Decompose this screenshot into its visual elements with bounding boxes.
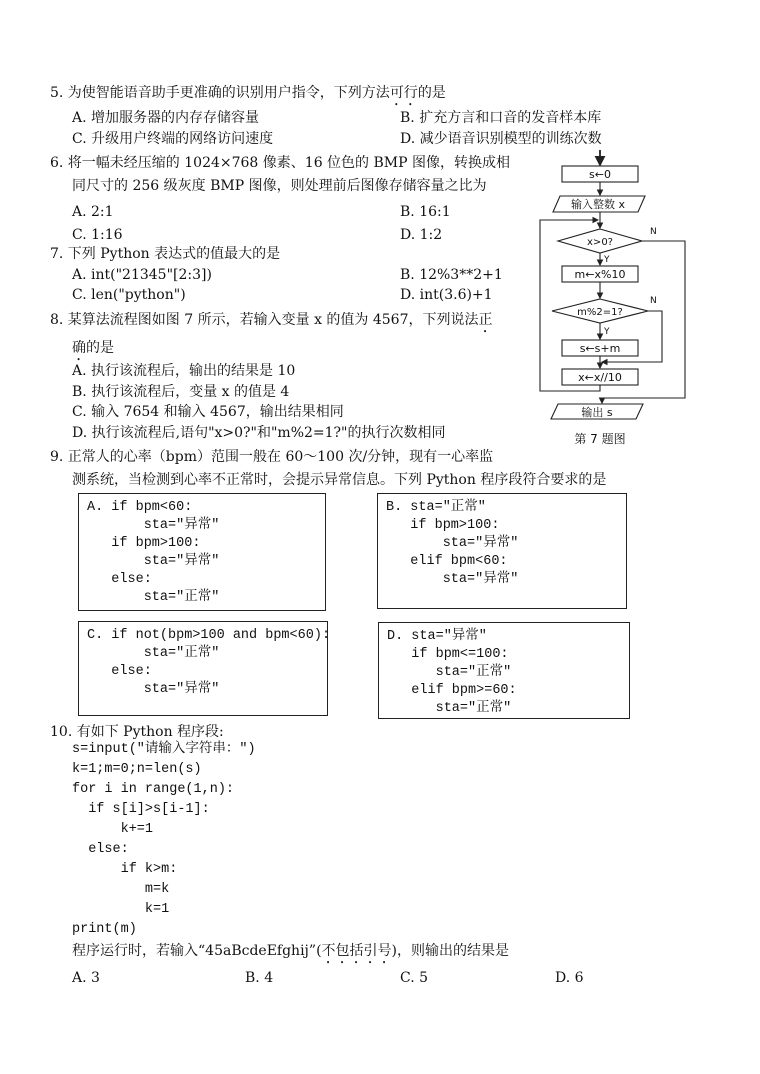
q10-code-line: if k>m: xyxy=(72,862,178,877)
flow-input-text: 输入整数 x xyxy=(570,198,626,211)
q10-code-line: k=1;m=0;n=len(s) xyxy=(72,762,202,777)
flow-init-text: s←0 xyxy=(589,168,611,181)
q8-option-d: D. 执行该流程后,语句"x>0?"和"m%2=1?"的执行次数相同 xyxy=(72,425,446,441)
flow-cond2-text: m%2=1? xyxy=(577,307,623,318)
q6-option-c: C. 1:16 xyxy=(72,227,123,243)
q9-d-line: if bpm<=100: xyxy=(387,647,509,662)
q9-option-d-box xyxy=(378,622,630,719)
q10-code-line: print(m) xyxy=(72,922,137,937)
q9-option-a-box xyxy=(78,493,326,611)
q10-code-line: k+=1 xyxy=(72,822,154,837)
q7-option-b: B. 12%3**2+1 xyxy=(400,267,503,283)
flow-caption: 第 7 题图 xyxy=(574,432,626,446)
q9-c-line: else: xyxy=(87,664,152,679)
q8-option-a: A. 执行该流程后，输出的结果是 10 xyxy=(72,363,296,379)
q9-d-line: sta="正常" xyxy=(387,701,512,716)
q7-option-a: A. int("21345"[2:3]) xyxy=(72,267,212,283)
q9-option-c-box xyxy=(78,621,331,716)
flow-cond2-no: N xyxy=(650,296,657,306)
q9-option-b-box xyxy=(377,493,627,609)
q9-b-line: if bpm>100: xyxy=(386,518,500,533)
flow-cond2-yes: Y xyxy=(604,327,610,337)
q9-a-line: if bpm>100: xyxy=(87,536,201,551)
q9-b-line: sta="异常" xyxy=(386,572,519,587)
q10-code-line: m=k xyxy=(72,882,170,897)
q10-code-line: else: xyxy=(72,842,129,857)
q7-option-c: C. len("python") xyxy=(72,287,186,303)
q10-option-a: A. 3 xyxy=(72,970,100,986)
q10-option-b: B. 4 xyxy=(245,970,274,986)
q8-stem-line2: 确的是 xyxy=(72,340,114,356)
q10-code-line: s=input("请输入字符串：") xyxy=(72,742,256,757)
q9-a-line: else: xyxy=(87,572,152,587)
q9-b-line: B. sta="正常" xyxy=(386,500,486,515)
flow-assign-m-text: m←x%10 xyxy=(574,268,626,281)
q9-stem-line1: 9. 正常人的心率（bpm）范围一般在 60～100 次/分钟，现有一心率监 xyxy=(50,449,494,465)
q6-stem-line1: 6. 将一幅未经压缩的 1024×768 像素、16 位色的 BMP 图像，转换成相 xyxy=(50,155,510,171)
q8-option-b: B. 执行该流程后，变量 x 的值是 4 xyxy=(72,384,290,400)
q6-stem-line2: 同尺寸的 256 级灰度 BMP 图像，则处理前后图像存储容量之比为 xyxy=(72,178,487,194)
q9-b-line: elif bpm<60: xyxy=(386,554,508,569)
q9-a-line: A. if bpm<60: xyxy=(87,500,193,515)
q5-option-a: A. 增加服务器的内存存储容量 xyxy=(72,110,260,126)
q10-run-text: 程序运行时，若输入“45aBcdeEfghij”(不包括引号)，则输出的结果是 xyxy=(72,943,509,959)
q10-code-line: if s[i]>s[i-1]: xyxy=(72,802,210,817)
q9-a-line: sta="异常" xyxy=(87,554,220,569)
q10-code-line: for i in range(1,n): xyxy=(72,782,235,797)
q8-stem-line1: 8. 某算法流程图如图 7 所示，若输入变量 x 的值为 4567，下列说法正 xyxy=(50,312,493,328)
q6-option-a: A. 2:1 xyxy=(72,204,114,220)
q9-c-line: C. if not(bpm>100 and bpm<60): xyxy=(87,628,331,643)
q5-stem: 5. 为使智能语音助手更准确的识别用户指令，下列方法可行的是 xyxy=(50,85,446,101)
flow-assign-x-text: x←x//10 xyxy=(578,371,622,384)
flow-cond1-text: x>0? xyxy=(587,237,613,248)
q9-d-line: D. sta="异常" xyxy=(387,629,487,644)
q9-c-line: sta="正常" xyxy=(87,646,220,661)
q8-option-c: C. 输入 7654 和输入 4567，输出结果相同 xyxy=(72,404,344,420)
flow-assign-s-text: s←s+m xyxy=(579,342,621,355)
q9-d-line: sta="正常" xyxy=(387,665,512,680)
q10-code-line: k=1 xyxy=(72,902,170,917)
q5-option-d: D. 减少语音识别模型的训练次数 xyxy=(400,131,602,147)
q10-option-c: C. 5 xyxy=(400,970,429,986)
q9-d-line: elif bpm>=60: xyxy=(387,683,517,698)
flow-cond1-no: N xyxy=(650,227,657,237)
q5-option-b: B. 扩充方言和口音的发音样本库 xyxy=(400,110,602,126)
q7-stem: 7. 下列 Python 表达式的值最大的是 xyxy=(50,246,281,262)
q6-option-b: B. 16:1 xyxy=(400,204,451,220)
q5-option-c: C. 升级用户终端的网络访问速度 xyxy=(72,131,274,147)
q9-stem-line2: 测系统，当检测到心率不正常时，会提示异常信息。下列 Python 程序段符合要求的是 xyxy=(72,472,607,488)
q9-c-line: sta="异常" xyxy=(87,682,220,697)
q7-option-d: D. int(3.6)+1 xyxy=(400,287,493,303)
q9-b-line: sta="异常" xyxy=(386,536,519,551)
q9-a-line: sta="正常" xyxy=(87,590,220,605)
q9-a-line: sta="异常" xyxy=(87,518,220,533)
q10-option-d: D. 6 xyxy=(555,970,584,986)
flow-cond1-yes: Y xyxy=(604,255,610,265)
flow-output-text: 输出 s xyxy=(581,406,613,419)
flowchart-figure-7 xyxy=(530,145,700,450)
q6-option-d: D. 1:2 xyxy=(400,227,443,243)
q10-stem: 10. 有如下 Python 程序段: xyxy=(50,724,224,740)
